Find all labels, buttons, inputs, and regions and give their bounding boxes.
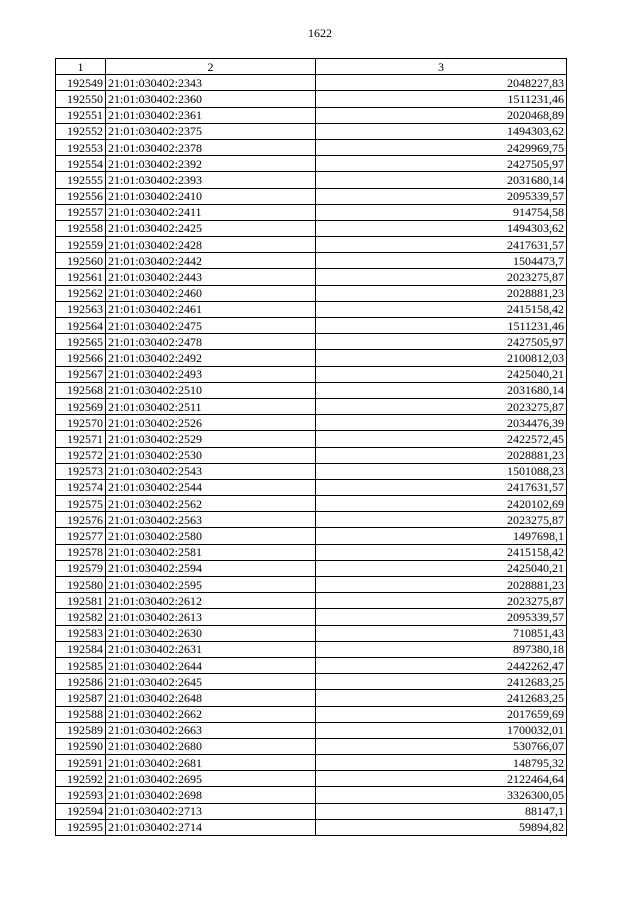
value-cell: 2417631,57 [316, 479, 567, 495]
row-number-cell: 192549 [56, 75, 106, 91]
row-number-cell: 192594 [56, 803, 106, 819]
cadastral-number-cell: 21:01:030402:2375 [106, 123, 316, 139]
table-row [56, 301, 567, 317]
table-row [56, 738, 567, 754]
value-cell: 2020468,89 [316, 107, 567, 123]
cadastral-number-cell: 21:01:030402:2360 [106, 91, 316, 107]
row-number-cell: 192570 [56, 415, 106, 431]
row-number-cell: 192595 [56, 819, 106, 835]
cadastral-number-cell: 21:01:030402:2443 [106, 269, 316, 285]
row-number-cell: 192592 [56, 771, 106, 787]
table-row [56, 771, 567, 787]
cadastral-number-cell: 21:01:030402:2529 [106, 431, 316, 447]
value-cell: 2417631,57 [316, 237, 567, 253]
cadastral-number-cell: 21:01:030402:2461 [106, 301, 316, 317]
page-number: 1622 [308, 26, 332, 40]
row-number-cell: 192590 [56, 738, 106, 754]
row-number-cell: 192591 [56, 755, 106, 771]
table-row [56, 91, 567, 107]
cadastral-number-cell: 21:01:030402:2562 [106, 496, 316, 512]
value-cell: 2023275,87 [316, 593, 567, 609]
table-row [56, 366, 567, 382]
table-row [56, 625, 567, 641]
table-row [56, 609, 567, 625]
cadastral-number-cell: 21:01:030402:2411 [106, 204, 316, 220]
row-number-cell: 192552 [56, 123, 106, 139]
row-number-cell: 192575 [56, 496, 106, 512]
row-number-cell: 192588 [56, 706, 106, 722]
value-cell: 148795,32 [316, 755, 567, 771]
value-cell: 2412683,25 [316, 690, 567, 706]
row-number-cell: 192587 [56, 690, 106, 706]
table-row [56, 722, 567, 738]
table-row [56, 382, 567, 398]
table-row [56, 237, 567, 253]
value-cell: 2095339,57 [316, 609, 567, 625]
row-number-cell: 192567 [56, 366, 106, 382]
cadastral-number-cell: 21:01:030402:2392 [106, 156, 316, 172]
column-header-1: 1 [56, 59, 106, 75]
table-row [56, 350, 567, 366]
value-cell: 1511231,46 [316, 318, 567, 334]
cadastral-number-cell: 21:01:030402:2630 [106, 625, 316, 641]
value-cell: 2023275,87 [316, 398, 567, 414]
cadastral-number-cell: 21:01:030402:2714 [106, 819, 316, 835]
row-number-cell: 192559 [56, 237, 106, 253]
row-number-cell: 192573 [56, 463, 106, 479]
value-cell: 2425040,21 [316, 560, 567, 576]
value-cell: 3326300,05 [316, 787, 567, 803]
row-number-cell: 192555 [56, 172, 106, 188]
cadastral-number-cell: 21:01:030402:2563 [106, 512, 316, 528]
value-cell: 59894,82 [316, 819, 567, 835]
row-number-cell: 192571 [56, 431, 106, 447]
value-cell: 1497698,1 [316, 528, 567, 544]
value-cell: 2095339,57 [316, 188, 567, 204]
table-row [56, 544, 567, 560]
table-header [56, 59, 567, 75]
row-number-cell: 192579 [56, 560, 106, 576]
cadastral-number-cell: 21:01:030402:2681 [106, 755, 316, 771]
value-cell: 710851,43 [316, 625, 567, 641]
cadastral-number-cell: 21:01:030402:2595 [106, 577, 316, 593]
row-number-cell: 192578 [56, 544, 106, 560]
value-cell: 1501088,23 [316, 463, 567, 479]
table-row [56, 204, 567, 220]
value-cell: 2429969,75 [316, 139, 567, 155]
table-row [56, 447, 567, 463]
row-number-cell: 192562 [56, 285, 106, 301]
table-row [56, 334, 567, 350]
row-number-cell: 192553 [56, 139, 106, 155]
value-cell: 2023275,87 [316, 512, 567, 528]
cadastral-number-cell: 21:01:030402:2713 [106, 803, 316, 819]
header-row [56, 59, 567, 75]
cadastral-number-cell: 21:01:030402:2663 [106, 722, 316, 738]
cadastral-number-cell: 21:01:030402:2581 [106, 544, 316, 560]
table-row [56, 755, 567, 771]
value-cell: 2427505,97 [316, 334, 567, 350]
table-row [56, 528, 567, 544]
row-number-cell: 192583 [56, 625, 106, 641]
table-row [56, 706, 567, 722]
table-row [56, 787, 567, 803]
cadastral-number-cell: 21:01:030402:2662 [106, 706, 316, 722]
value-cell: 1494303,62 [316, 123, 567, 139]
value-cell: 2100812,03 [316, 350, 567, 366]
value-cell: 2415158,42 [316, 301, 567, 317]
row-number-cell: 192586 [56, 674, 106, 690]
value-cell: 2122464,64 [316, 771, 567, 787]
value-cell: 2028881,23 [316, 447, 567, 463]
cadastral-number-cell: 21:01:030402:2393 [106, 172, 316, 188]
value-cell: 2023275,87 [316, 269, 567, 285]
row-number-cell: 192593 [56, 787, 106, 803]
cadastral-number-cell: 21:01:030402:2428 [106, 237, 316, 253]
value-cell: 530766,07 [316, 738, 567, 754]
table-row [56, 657, 567, 673]
table-row [56, 512, 567, 528]
table-row [56, 431, 567, 447]
cadastral-number-cell: 21:01:030402:2648 [106, 690, 316, 706]
cadastral-number-cell: 21:01:030402:2530 [106, 447, 316, 463]
value-cell: 2412683,25 [316, 674, 567, 690]
table-row [56, 690, 567, 706]
table-row [56, 479, 567, 495]
table-row [56, 674, 567, 690]
table-body [56, 75, 567, 836]
table-row [56, 318, 567, 334]
cadastral-number-cell: 21:01:030402:2442 [106, 253, 316, 269]
table-row [56, 577, 567, 593]
column-header-3: 3 [316, 59, 567, 75]
row-number-cell: 192565 [56, 334, 106, 350]
cadastral-number-cell: 21:01:030402:2613 [106, 609, 316, 625]
value-cell: 2028881,23 [316, 285, 567, 301]
row-number-cell: 192572 [56, 447, 106, 463]
table-row [56, 819, 567, 835]
cadastral-number-cell: 21:01:030402:2580 [106, 528, 316, 544]
value-cell: 1494303,62 [316, 220, 567, 236]
value-cell: 2427505,97 [316, 156, 567, 172]
row-number-cell: 192556 [56, 188, 106, 204]
table-row [56, 75, 567, 91]
cadastral-number-cell: 21:01:030402:2343 [106, 75, 316, 91]
value-cell: 1504473,7 [316, 253, 567, 269]
cadastral-number-cell: 21:01:030402:2511 [106, 398, 316, 414]
row-number-cell: 192566 [56, 350, 106, 366]
row-number-cell: 192554 [56, 156, 106, 172]
cadastral-number-cell: 21:01:030402:2478 [106, 334, 316, 350]
value-cell: 2017659,69 [316, 706, 567, 722]
row-number-cell: 192569 [56, 398, 106, 414]
cadastral-number-cell: 21:01:030402:2378 [106, 139, 316, 155]
table-row [56, 641, 567, 657]
row-number-cell: 192557 [56, 204, 106, 220]
value-cell: 2415158,42 [316, 544, 567, 560]
cadastral-number-cell: 21:01:030402:2612 [106, 593, 316, 609]
row-number-cell: 192584 [56, 641, 106, 657]
table-row [56, 285, 567, 301]
cadastral-number-cell: 21:01:030402:2631 [106, 641, 316, 657]
value-cell: 2028881,23 [316, 577, 567, 593]
table-row [56, 123, 567, 139]
value-cell: 1511231,46 [316, 91, 567, 107]
row-number-cell: 192558 [56, 220, 106, 236]
cadastral-number-cell: 21:01:030402:2475 [106, 318, 316, 334]
row-number-cell: 192568 [56, 382, 106, 398]
table-row [56, 269, 567, 285]
cadastral-number-cell: 21:01:030402:2361 [106, 107, 316, 123]
cadastral-number-cell: 21:01:030402:2594 [106, 560, 316, 576]
table-row [56, 107, 567, 123]
table-row [56, 415, 567, 431]
table-row [56, 253, 567, 269]
value-cell: 2031680,14 [316, 172, 567, 188]
row-number-cell: 192582 [56, 609, 106, 625]
value-cell: 2420102,69 [316, 496, 567, 512]
table-row [56, 560, 567, 576]
cadastral-number-cell: 21:01:030402:2543 [106, 463, 316, 479]
value-cell: 2031680,14 [316, 382, 567, 398]
cadastral-number-cell: 21:01:030402:2493 [106, 366, 316, 382]
column-header-2: 2 [106, 59, 316, 75]
cadastral-number-cell: 21:01:030402:2645 [106, 674, 316, 690]
table-row [56, 156, 567, 172]
row-number-cell: 192574 [56, 479, 106, 495]
row-number-cell: 192581 [56, 593, 106, 609]
value-cell: 2425040,21 [316, 366, 567, 382]
table-row [56, 220, 567, 236]
row-number-cell: 192550 [56, 91, 106, 107]
row-number-cell: 192577 [56, 528, 106, 544]
table-row [56, 803, 567, 819]
table-row [56, 398, 567, 414]
value-cell: 1700032,01 [316, 722, 567, 738]
row-number-cell: 192580 [56, 577, 106, 593]
table-row [56, 188, 567, 204]
row-number-cell: 192563 [56, 301, 106, 317]
row-number-cell: 192585 [56, 657, 106, 673]
row-number-cell: 192564 [56, 318, 106, 334]
cadastral-number-cell: 21:01:030402:2510 [106, 382, 316, 398]
table-row [56, 496, 567, 512]
value-cell: 897380,18 [316, 641, 567, 657]
value-cell: 2442262,47 [316, 657, 567, 673]
table-row [56, 139, 567, 155]
row-number-cell: 192551 [56, 107, 106, 123]
table-row [56, 593, 567, 609]
cadastral-number-cell: 21:01:030402:2425 [106, 220, 316, 236]
cadastral-number-cell: 21:01:030402:2492 [106, 350, 316, 366]
value-cell: 2034476,39 [316, 415, 567, 431]
cadastral-number-cell: 21:01:030402:2410 [106, 188, 316, 204]
row-number-cell: 192560 [56, 253, 106, 269]
value-cell: 2422572,45 [316, 431, 567, 447]
data-table [55, 58, 567, 836]
value-cell: 88147,1 [316, 803, 567, 819]
table-row [56, 172, 567, 188]
table-row [56, 463, 567, 479]
value-cell: 914754,58 [316, 204, 567, 220]
cadastral-number-cell: 21:01:030402:2544 [106, 479, 316, 495]
row-number-cell: 192576 [56, 512, 106, 528]
row-number-cell: 192589 [56, 722, 106, 738]
row-number-cell: 192561 [56, 269, 106, 285]
cadastral-number-cell: 21:01:030402:2644 [106, 657, 316, 673]
cadastral-number-cell: 21:01:030402:2460 [106, 285, 316, 301]
cadastral-number-cell: 21:01:030402:2526 [106, 415, 316, 431]
cadastral-number-cell: 21:01:030402:2680 [106, 738, 316, 754]
value-cell: 2048227,83 [316, 75, 567, 91]
cadastral-number-cell: 21:01:030402:2698 [106, 787, 316, 803]
cadastral-number-cell: 21:01:030402:2695 [106, 771, 316, 787]
